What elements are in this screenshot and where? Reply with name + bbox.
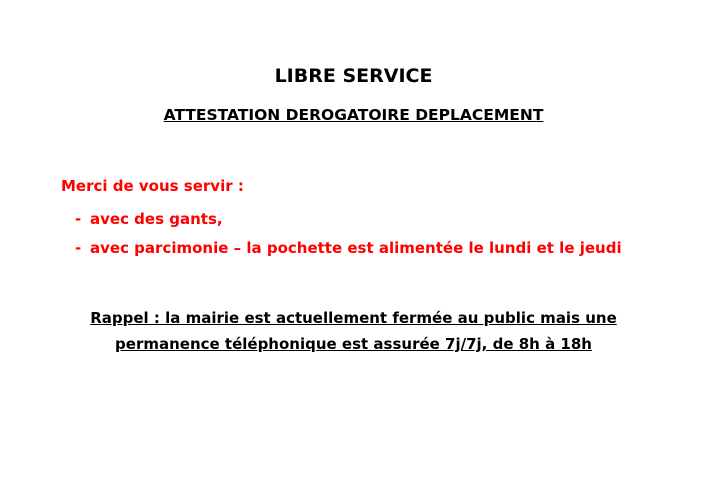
list-marker: -	[75, 210, 82, 228]
document-subtitle: ATTESTATION DEROGATOIRE DEPLACEMENT	[163, 106, 544, 124]
list-marker: -	[75, 239, 82, 257]
list-item-text: avec parcimonie – la pochette est alimentée le lundi et le jeudi	[90, 239, 622, 257]
document-title: LIBRE SERVICE	[274, 65, 433, 87]
list-item	[75, 207, 622, 231]
reminder-line: Rappel : la mairie est actuellement fermée au public mais une	[90, 309, 617, 327]
reminder-notice	[0, 305, 707, 357]
instruction-intro: Merci de vous servir :	[61, 177, 244, 195]
list-item-text: avec des gants,	[90, 210, 223, 228]
instruction-list	[75, 207, 622, 265]
reminder-line: permanence téléphonique est assurée 7j/7j, de 8h à 18h	[115, 335, 592, 353]
list-item	[75, 236, 622, 260]
